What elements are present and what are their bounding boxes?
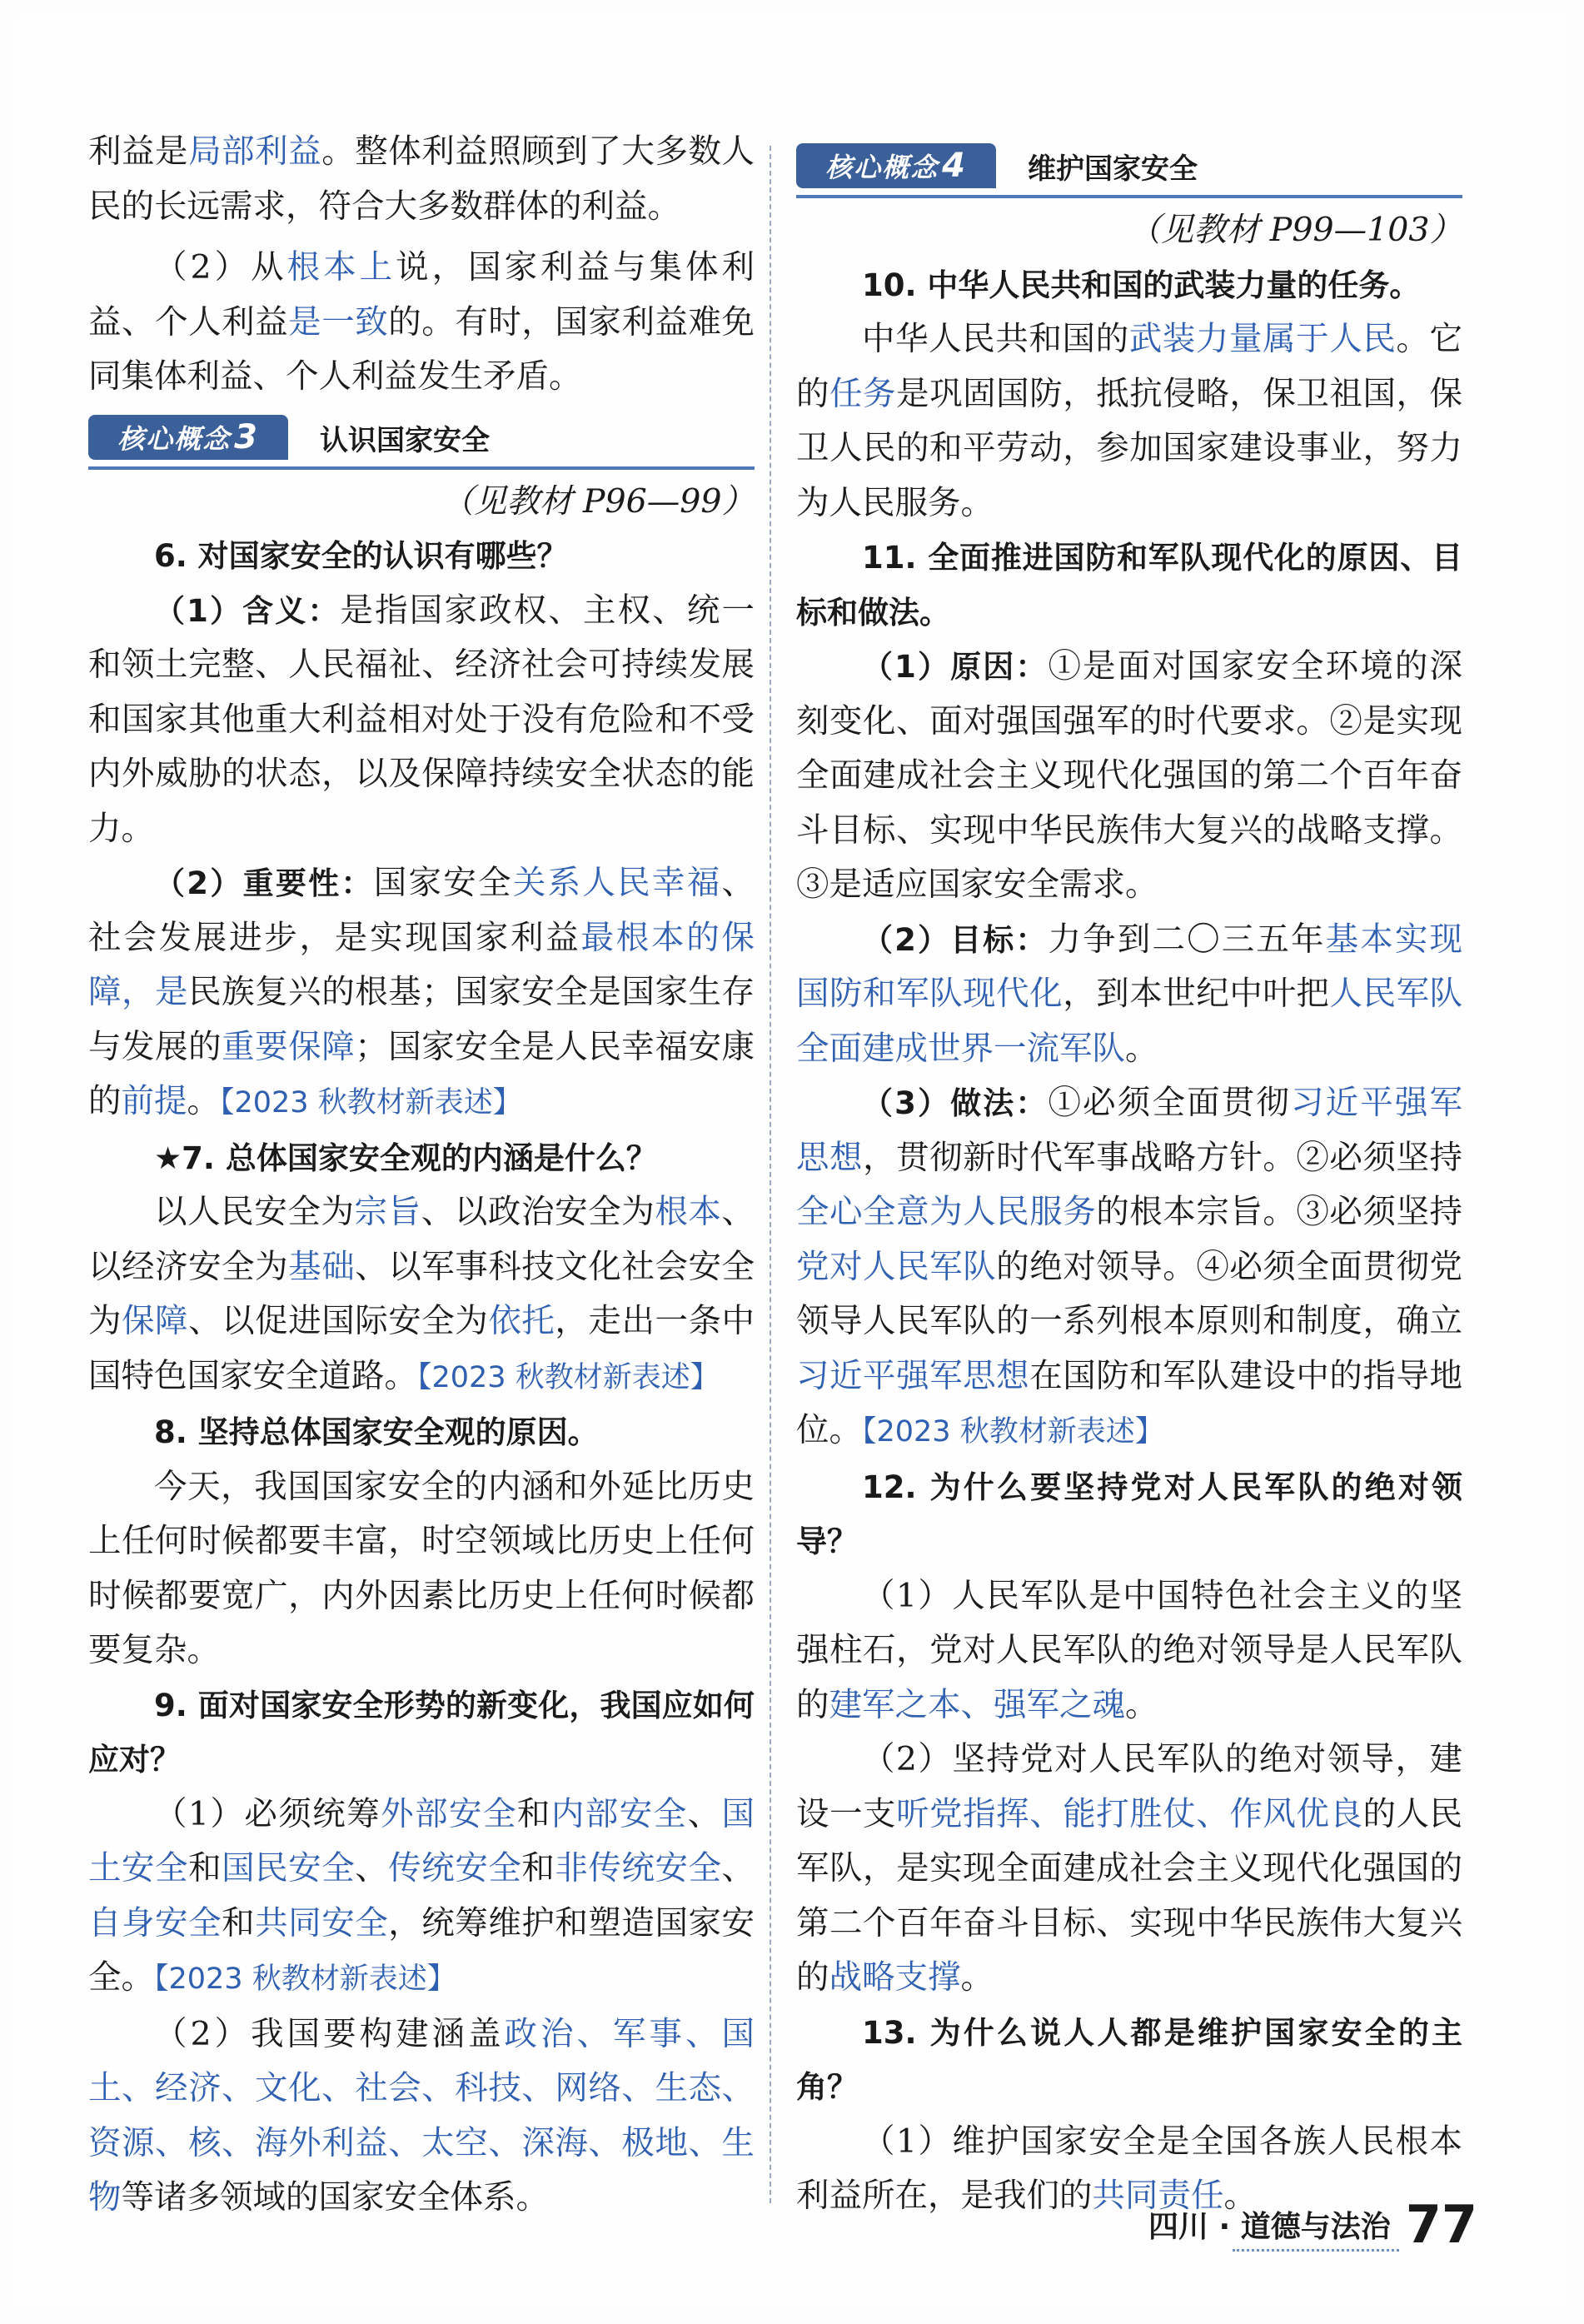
footer-subject: 四川 · 道德与法治	[1148, 2209, 1391, 2244]
paragraph: （1）必须统筹外部安全和内部安全、国土安全和国民安全、传统安全和非传统安全、自身安全和共同安全，统筹维护和塑造国家安全。【2023 秋教材新表述】	[88, 1794, 755, 1997]
paragraph: （1）含义：是指国家政权、主权、统一和领土完整、人民福祉、经济社会可持续发展和国家其他重大利益相对处于没有危险和不受内外威胁的状态，以及保障持续安全状态的能力。	[88, 591, 755, 848]
paragraph: （2）目标：力争到二〇三五年基本实现国防和军队现代化，到本世纪中叶把人民军队全面建成世界一流军队。	[796, 920, 1463, 1068]
textbook-reference: （见教材 P96—99）	[441, 481, 755, 521]
page-footer	[1148, 2191, 1477, 2257]
question-7-title: ★7. 总体国家安全观的内涵是什么？	[154, 1140, 657, 1176]
page-number: 77	[1405, 2193, 1477, 2255]
paragraph: （2）坚持党对人民军队的绝对领导，建设一支听党指挥、能打胜仗、作风优良的人民军队，是实现全面建成社会主义现代化强国的第二个百年奋斗目标、实现中华民族伟大复兴的战略支撑。	[796, 1740, 1463, 1997]
question-9-title: 9. 面对国家安全形势的新变化，我国应如何应对？	[88, 1687, 755, 1778]
text: 。整体利益照顾到了大多数人民的长远需求，符合大多数群体的利益。	[88, 132, 755, 226]
new-wording-tag: 【2023 秋教材新表述】	[417, 1360, 720, 1394]
keyword: 局部利益	[188, 132, 322, 171]
core-concept-title: 维护国家安全	[1028, 152, 1198, 186]
paragraph: （2）我国要构建涵盖政治、军事、国土、经济、文化、社会、科技、网络、生态、资源、核、海外利益、太空、深海、极地、生物等诸多领域的国家安全体系。	[88, 2014, 755, 2217]
question-11-title: 11. 全面推进国防和军队现代化的原因、目标和做法。	[796, 540, 1462, 631]
paragraph	[88, 125, 755, 234]
text: 利益是	[88, 132, 189, 171]
paragraph: 中华人民共和国的武装力量属于人民。它的任务是巩固国防，抵抗侵略，保卫祖国，保卫人民的和平劳动，参加国家建设事业，努力为人民服务。	[796, 320, 1463, 522]
text: （2）从	[154, 248, 287, 287]
question-8-title: 8. 坚持总体国家安全观的原因。	[154, 1414, 599, 1450]
keyword: 根本上	[286, 248, 396, 287]
question-13-title: 13. 为什么说人人都是维护国家安全的主角？	[796, 2014, 1462, 2105]
paragraph: （1）人民军队是中国特色社会主义的坚强柱石，党对人民军队的绝对领导是人民军队的建军之本、强军之魂。	[796, 1576, 1462, 1724]
paragraph: （1）原因：①是面对国家安全环境的深刻变化、面对强国强军的时代要求。②是实现全面建成社会主义现代化强国的第二个百年奋斗目标、实现中华民族伟大复兴的战略支撑。③是适应国家安全需求。	[796, 647, 1463, 904]
question-12-title: 12. 为什么要坚持党对人民军队的绝对领导？	[796, 1469, 1462, 1559]
core-concept-3-header	[88, 413, 755, 470]
text: 的。有时，国家利益难免同集体利益、个人利益发生矛盾。	[88, 302, 755, 396]
paragraph: （3）做法：①必须全面贯彻习近平强军思想，贯彻新时代军事战略方针。②必须坚持全心全意为人民服务的根本宗旨。③必须坚持党对人民军队的绝对领导。④必须全面贯彻党领导人民军队的一系列根本原则和制度，确立习近平强军思想在国防和军队建设中的指导地位。【2023 秋教材新表述】	[796, 1084, 1463, 1449]
new-wording-tag: 【2023 秋教材新表述】	[862, 1415, 1164, 1449]
question-10-title: 10. 中华人民共和国的武装力量的任务。	[862, 267, 1421, 303]
footer-dotted-rule	[1233, 2249, 1399, 2252]
textbook-reference: （见教材 P99—103）	[1128, 211, 1462, 249]
core-concept-4-header	[796, 142, 1462, 198]
paragraph	[88, 241, 755, 405]
paragraph: （2）重要性：国家安全关系人民幸福、社会发展进步，是实现国家利益最根本的保障，是民族复兴的根基；国家安全是国家生存与发展的重要保障；国家安全是人民幸福安康的前提。【2023 秋教材新表述】	[88, 864, 755, 1120]
column-divider	[770, 146, 771, 2203]
core-concept-badge: 核心概念 4	[796, 143, 996, 188]
text: 说，国家利益与集体利益、个人利益	[88, 248, 755, 342]
paragraph: （1）维护国家安全是全国各族人民根本利益所在，是我们的共同责任。	[796, 2122, 1462, 2215]
paragraph: 以人民安全为宗旨、以政治安全为根本、以经济安全为基础、以军事科技文化社会安全为保障、以促进国际安全为依托，走出一条中国特色国家安全道路。【2023 秋教材新表述】	[88, 1193, 755, 1395]
core-concept-badge: 核心概念 3	[88, 415, 288, 460]
question-6-title: 6. 对国家安全的认识有哪些？	[154, 538, 568, 574]
right-column	[796, 125, 1462, 2224]
keyword: 是一致	[288, 302, 389, 342]
core-concept-title: 认识国家安全	[320, 423, 490, 457]
left-column	[88, 125, 755, 2226]
new-wording-tag: 【2023 秋教材新表述】	[154, 1962, 456, 1996]
paragraph: 今天，我国国家安全的内涵和外延比历史上任何时候都要丰富，时空领域比历史上任何时候都要宽广，内外因素比历史上任何时候都要复杂。	[88, 1467, 755, 1669]
new-wording-tag: 【2023 秋教材新表述】	[220, 1086, 522, 1120]
